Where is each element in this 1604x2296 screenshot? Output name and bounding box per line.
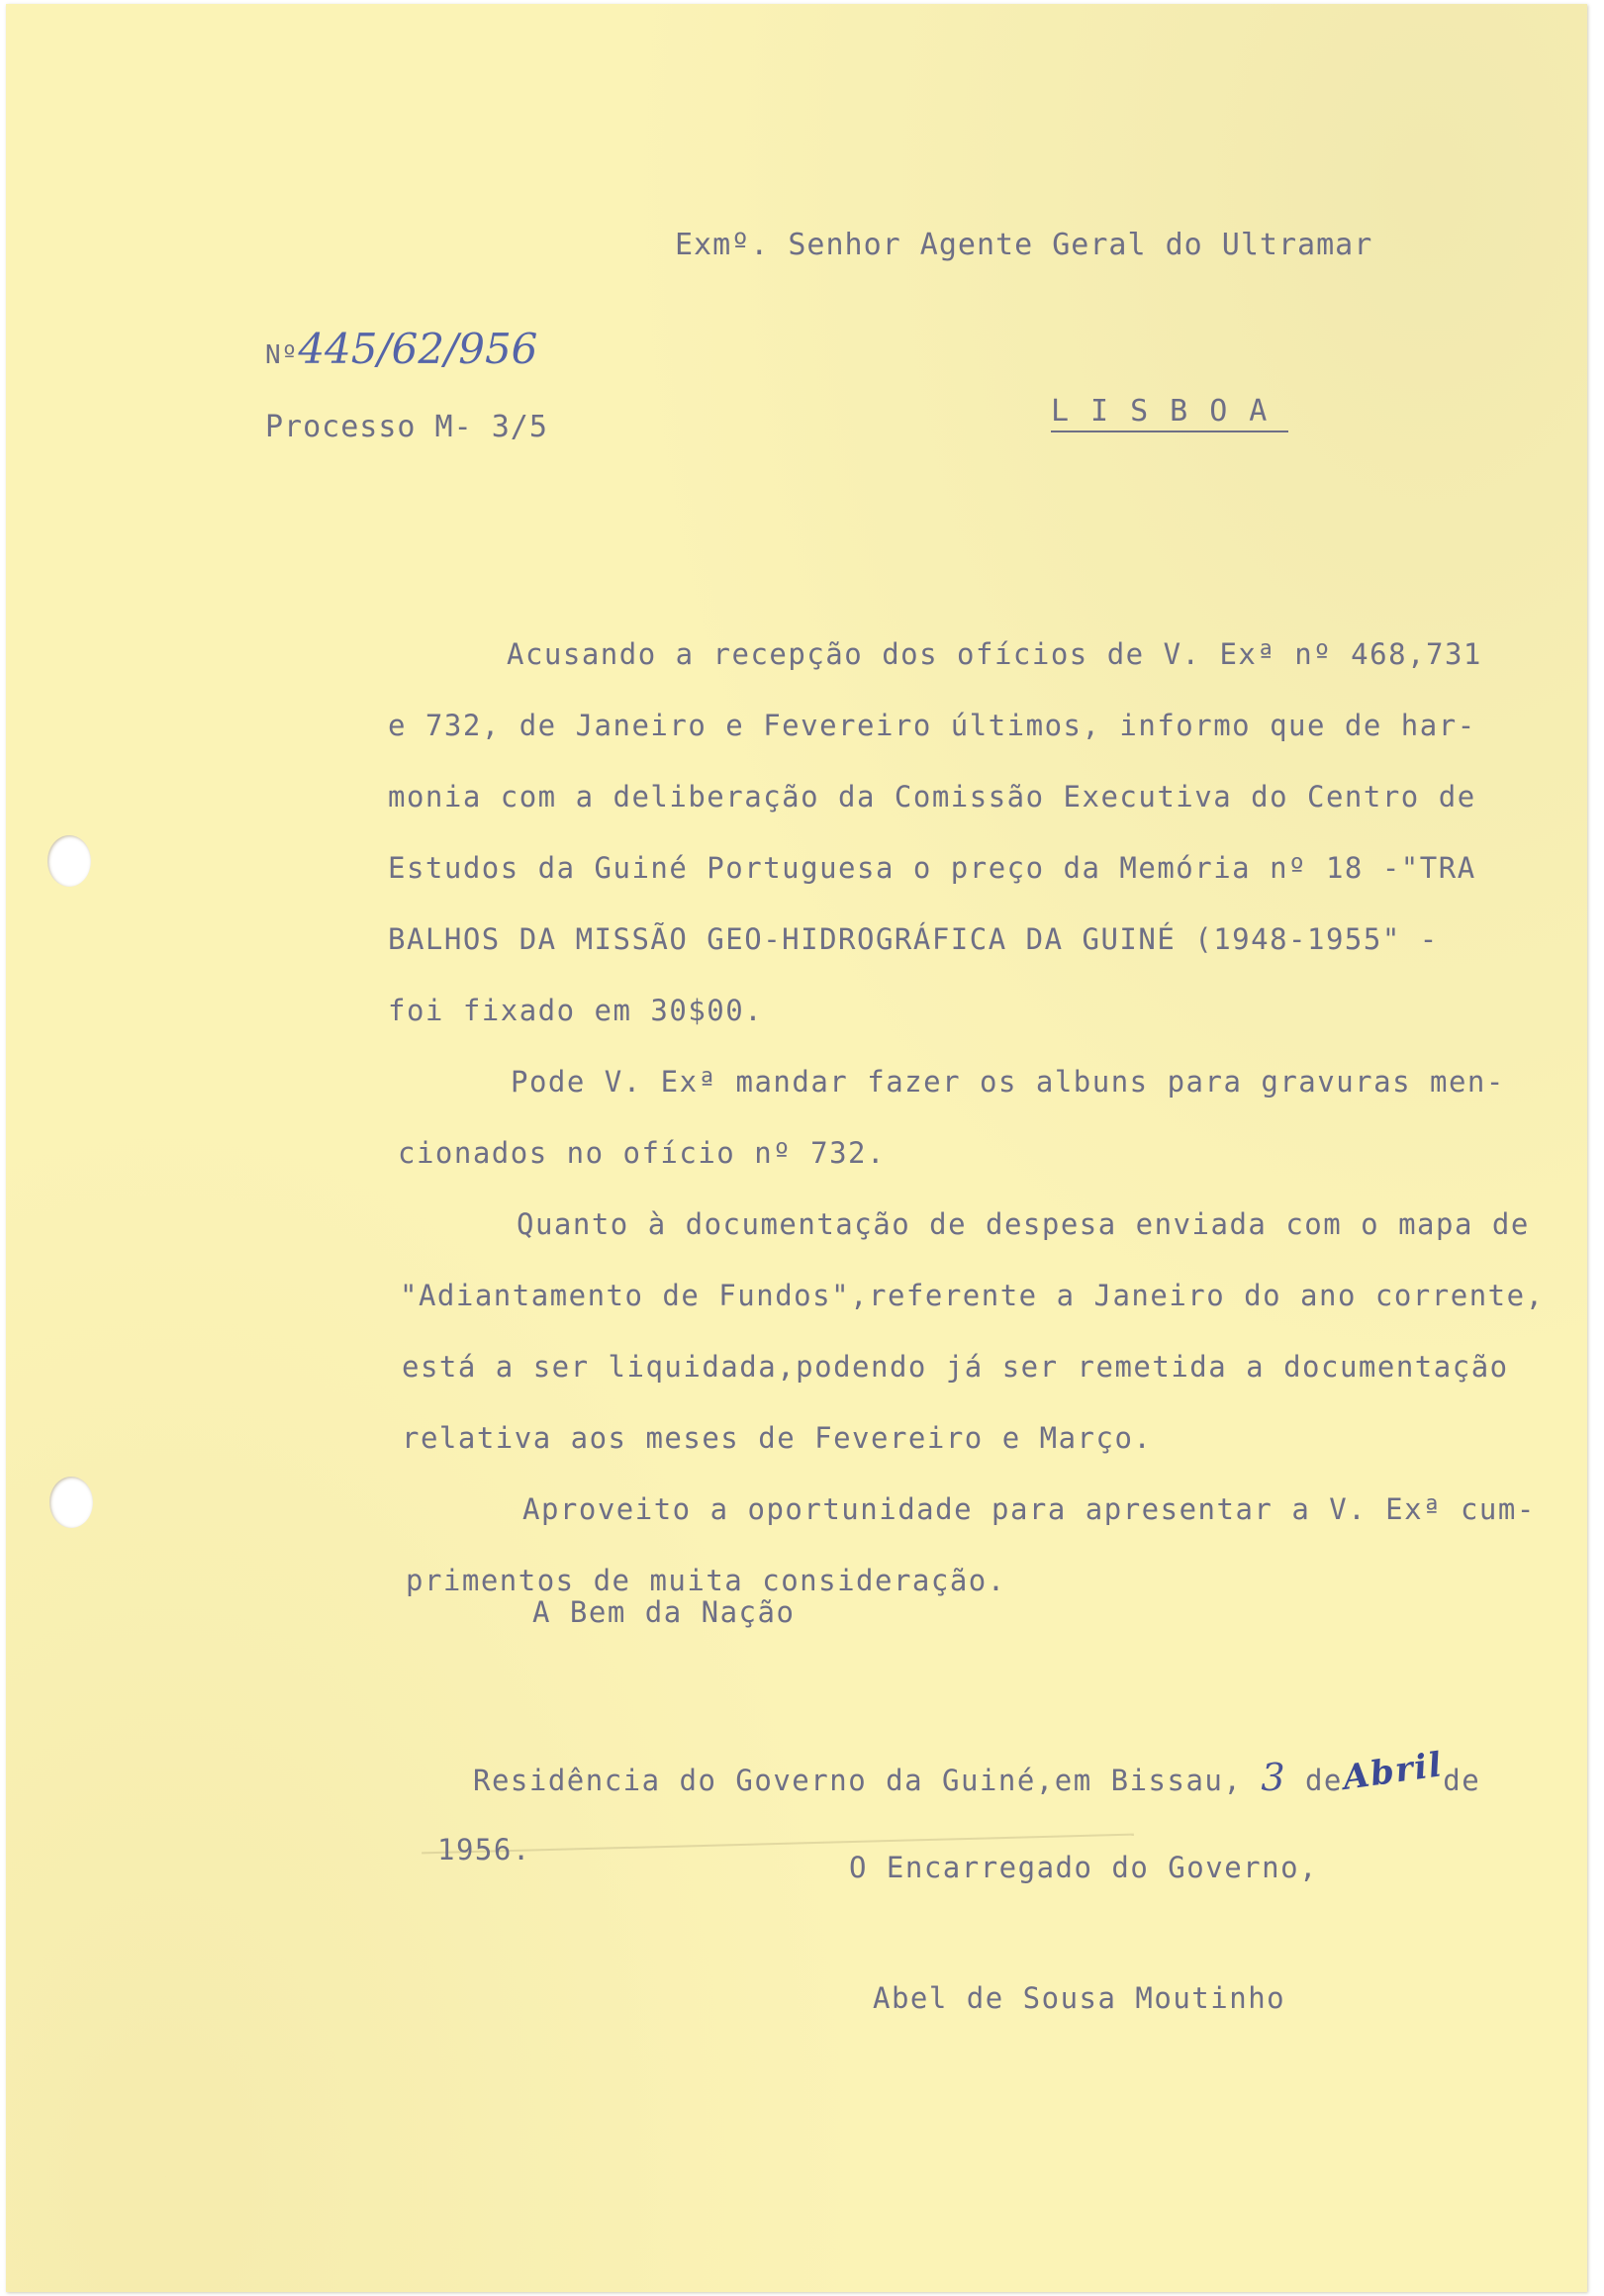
reference-prefix: Nº bbox=[265, 340, 299, 370]
body-line: foi fixado em 30$00. bbox=[388, 994, 764, 1027]
punch-hole bbox=[47, 835, 91, 887]
date-de: de bbox=[1304, 1764, 1343, 1797]
body-line: Quanto à documentação de despesa enviada com o mapa de bbox=[517, 1207, 1530, 1241]
date-year: 1956. bbox=[437, 1833, 531, 1866]
body-line: e 732, de Janeiro e Fevereiro últimos, informo que de har- bbox=[388, 709, 1476, 742]
residence-text: Residência do Governo da Guiné,em Bissau, bbox=[473, 1764, 1243, 1797]
reference-number bbox=[265, 325, 537, 373]
body-line: Acusando a recepção dos ofícios de V. Exª nº 468,731 bbox=[507, 637, 1482, 671]
body-line: monia com a deliberação da Comissão Executiva do Centro de bbox=[388, 780, 1476, 813]
body-line: relativa aos meses de Fevereiro e Março. bbox=[402, 1421, 1153, 1455]
letter-sheet bbox=[6, 4, 1587, 2292]
addressee: Exmº. Senhor Agente Geral do Ultramar bbox=[675, 228, 1373, 262]
body-line: está a ser liquidada,podendo já ser remetida a documentação bbox=[402, 1350, 1509, 1384]
date-de: de bbox=[1443, 1764, 1481, 1797]
body-line: BALHOS DA MISSÃO GEO-HIDROGRÁFICA DA GUINÉ (1948-1955" - bbox=[388, 922, 1439, 956]
body-line: Estudos da Guiné Portuguesa o preço da Memória nº 18 -"TRA bbox=[388, 851, 1476, 885]
reference-number-handwritten: 445/62/956 bbox=[298, 325, 538, 373]
destination-city: LISBOA bbox=[1051, 394, 1288, 432]
process-number: Processo M- 3/5 bbox=[265, 410, 548, 444]
body-line: Pode V. Exª mandar fazer os albuns para gravuras men- bbox=[511, 1065, 1505, 1099]
body-line: cionados no ofício nº 732. bbox=[398, 1136, 886, 1170]
place-and-date bbox=[473, 1745, 1481, 1799]
body-line: "Adiantamento de Fundos",referente a Janeiro do ano corrente, bbox=[400, 1279, 1545, 1312]
signatory-name: Abel de Sousa Moutinho bbox=[873, 1981, 1286, 2015]
signatory-role: O Encarregado do Governo, bbox=[849, 1851, 1318, 1884]
date-month-handwritten: Abril bbox=[1340, 1745, 1446, 1798]
body-line: Aproveito a oportunidade para apresentar a V. Exª cum- bbox=[522, 1492, 1536, 1526]
body-line: primentos de muita consideração. bbox=[406, 1564, 1006, 1597]
date-day: 3 bbox=[1261, 1756, 1286, 1799]
punch-hole bbox=[49, 1477, 93, 1528]
closing-salutation: A Bem da Nação bbox=[532, 1595, 796, 1629]
